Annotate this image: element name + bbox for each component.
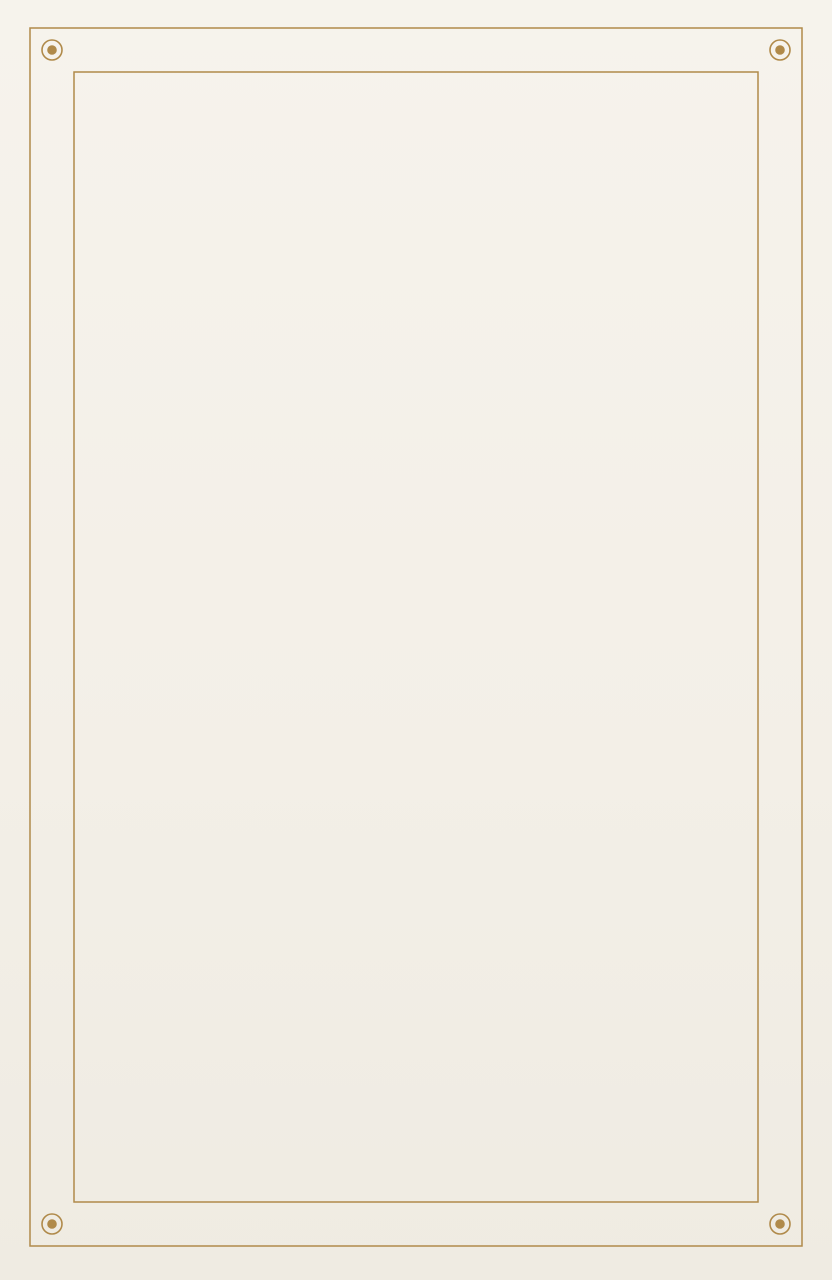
gold-floral-border-icon xyxy=(28,26,804,1248)
ornamental-border xyxy=(28,26,804,1248)
